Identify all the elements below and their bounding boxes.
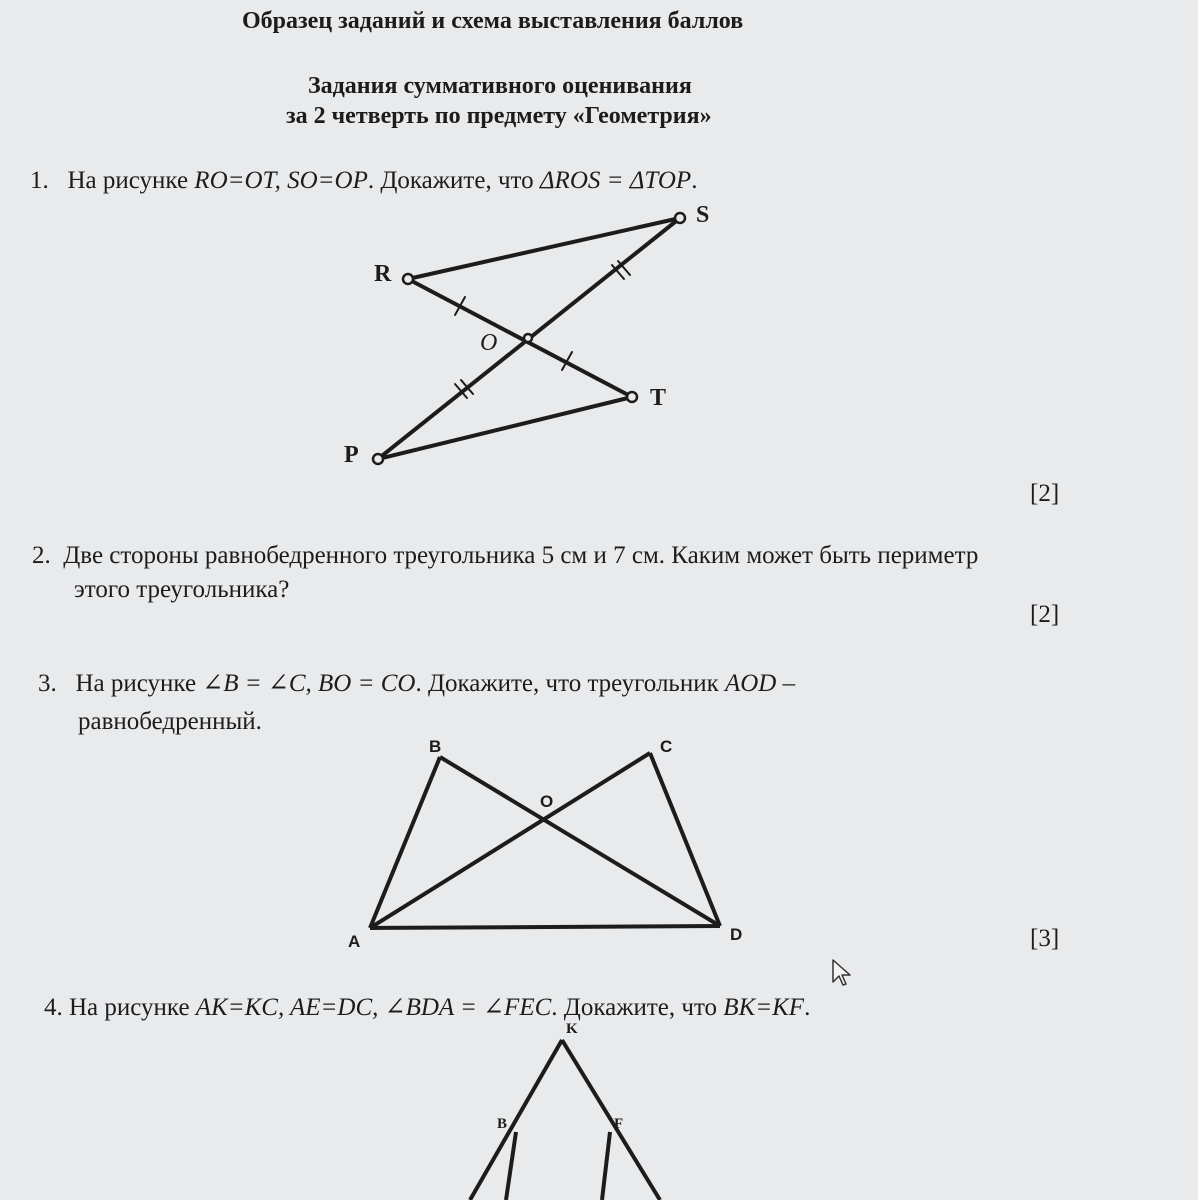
segment-DC (650, 753, 720, 926)
task-2-line1: Две стороны равнобедренного треугольника 5 см и 7 см. Каким может быть периметр (63, 542, 979, 569)
task-3-points: [3] (1030, 925, 1060, 952)
label-P: P (344, 442, 359, 468)
task-4-number: 4. (44, 994, 63, 1021)
segment-KC (562, 1040, 660, 1200)
page-subtitle-2: за 2 четверть по предмету «Геометрия» (286, 103, 712, 129)
task-1-mid: . Докажите, что (367, 167, 540, 194)
segment-RT (408, 279, 632, 397)
task-4-prefix: На рисунке (69, 994, 196, 1021)
segment-AC (370, 753, 650, 928)
task-4-statement: BK=KF (723, 994, 805, 1021)
point-R (403, 274, 413, 284)
segment-BA (370, 757, 440, 928)
task-3-target: AOD (724, 670, 777, 697)
segment-B-down (506, 1132, 516, 1200)
point-T (627, 392, 637, 402)
label-A: A (348, 932, 361, 951)
task-1-condition: RO=OT, SO=OP (194, 167, 368, 194)
figure-1 (373, 213, 685, 464)
segment-KA (470, 1040, 562, 1200)
label-S: S (696, 202, 710, 228)
task-3-number: 3. (38, 670, 57, 697)
label-B: B (429, 737, 442, 756)
label-B-fig4: B (497, 1116, 508, 1132)
task-2-line2: этого треугольника? (74, 576, 290, 603)
segment-BD (440, 757, 720, 926)
label-K: K (566, 1021, 578, 1037)
label-F: F (614, 1116, 624, 1132)
task-3-line2: равнобедренный. (78, 708, 262, 735)
task-4-end: . (804, 994, 811, 1021)
mouse-cursor-icon (831, 958, 855, 988)
page-subtitle-1: Задания суммативного оценивания (308, 73, 692, 99)
segment-F-down (602, 1132, 610, 1200)
task-1-points: [2] (1030, 480, 1060, 507)
point-S (675, 213, 685, 223)
label-T: T (650, 385, 667, 411)
task-2-points: [2] (1030, 601, 1060, 628)
point-P (373, 454, 383, 464)
point-O (524, 334, 532, 342)
task-4-mid: . Докажите, что (551, 994, 724, 1021)
task-4-condition: AK=KC, AE=DC, ∠BDA = ∠FEC (195, 994, 552, 1021)
task-3-dash: – (776, 670, 796, 697)
label-R: R (374, 261, 392, 287)
task-3-condition: ∠B = ∠C, BO = CO (202, 670, 416, 697)
task-1-number: 1. (30, 167, 49, 194)
label-D: D (730, 925, 743, 944)
label-O: O (480, 330, 498, 356)
figure-3 (370, 753, 720, 928)
label-O-fig3: O (540, 792, 554, 811)
task-1-prefix: На рисунке (67, 167, 195, 194)
task-3-mid: . Докажите, что треугольник (415, 670, 725, 697)
task-1-statement: ΔROS = ΔTOP (539, 167, 692, 194)
segment-AD (370, 926, 720, 928)
task-2-number: 2. (32, 542, 51, 569)
label-C: C (660, 737, 673, 756)
task-1-end: . (691, 167, 698, 194)
page-title: Образец заданий и схема выставления баллов (242, 8, 744, 34)
task-3-prefix: На рисунке (75, 670, 203, 697)
